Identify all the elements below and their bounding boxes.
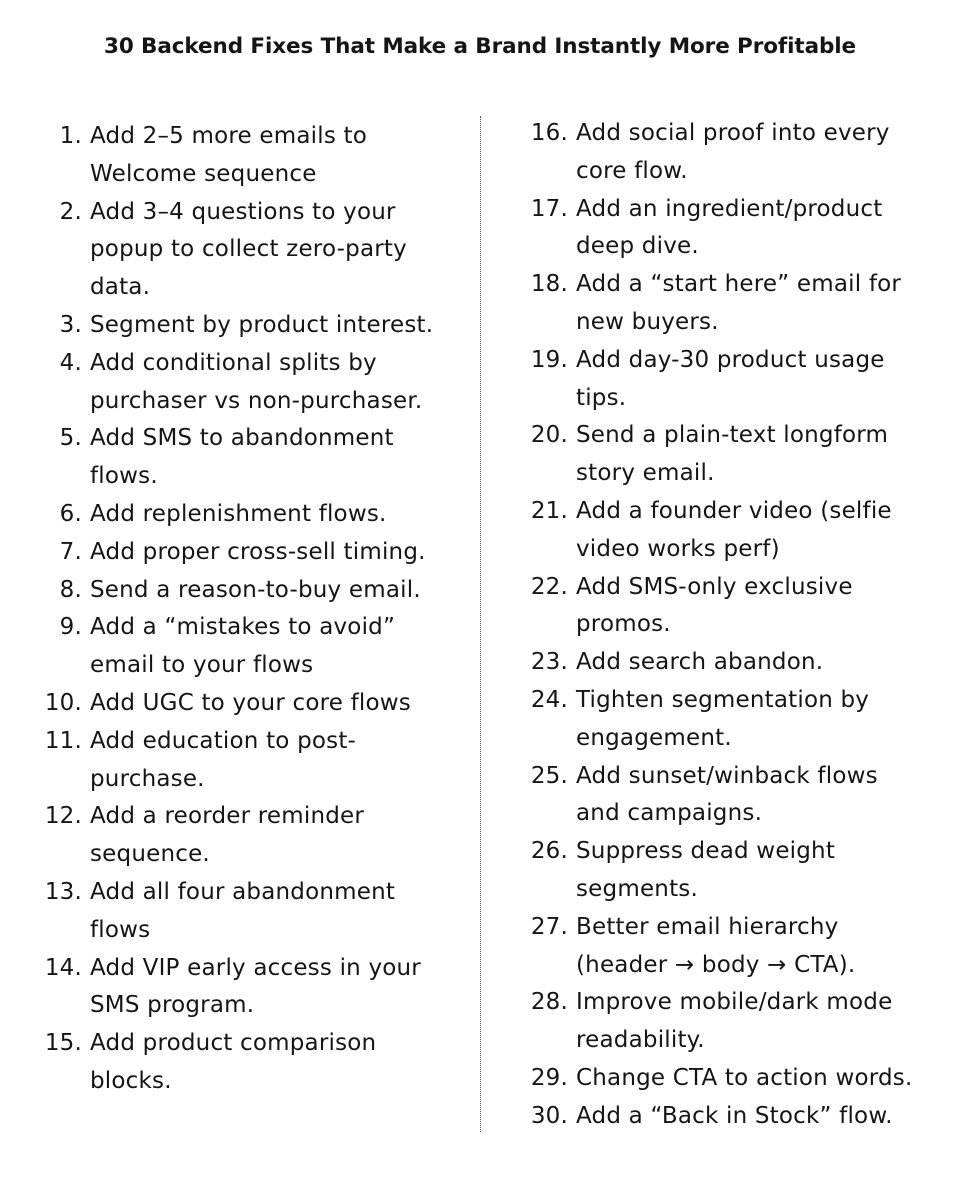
item-number: 20. [530,422,568,449]
list-item [0,1025,470,1101]
item-text: Improve mobile/dark mode readability. [576,989,893,1054]
list-item [488,909,960,985]
item-text: Segment by product interest. [90,311,434,338]
list-item [0,534,470,572]
item-text: Add day-30 product usage tips. [576,346,885,411]
fix-list-right [488,115,960,1136]
list-item [488,493,960,569]
list-item [488,417,960,493]
item-text: Add conditional splits by purchaser vs non-purchaser. [90,349,423,414]
item-number: 22. [530,573,568,600]
list-item [0,345,470,421]
item-number: 13. [44,878,82,905]
list-item [488,191,960,267]
item-number: 14. [44,954,82,981]
list-item [0,496,470,534]
item-text: Better email hierarchy (header → body → CTA). [576,913,856,978]
list-item [0,685,470,723]
list-item [488,644,960,682]
item-number: 16. [530,120,568,146]
item-text: Add replenishment flows. [90,500,387,527]
item-text: Add SMS to abandonment flows. [90,425,394,490]
item-text: Add education to post-purchase. [90,727,357,792]
item-text: Add VIP early access in your SMS program. [90,954,421,1019]
list-item [0,798,470,874]
item-text: Add search abandon. [576,649,824,676]
item-text: Add social proof into every core flow. [576,120,890,184]
list-item [0,118,470,194]
item-number: 19. [530,346,568,373]
item-number: 26. [530,838,568,865]
item-text: Add a founder video (selfie video works perf) [576,497,892,562]
list-item [0,420,470,496]
list-item [0,874,470,950]
item-text: Add 3–4 questions to your popup to collect zero-party data. [90,198,407,301]
item-text: Send a reason-to-buy email. [90,576,421,603]
item-text: Add sunset/winback flows and campaigns. [576,762,878,827]
item-number: 27. [530,913,568,940]
item-number: 4. [59,349,82,376]
item-text: Add proper cross-sell timing. [90,538,426,565]
item-number: 10. [44,689,82,716]
item-number: 17. [530,195,568,222]
list-item [0,572,470,610]
item-text: Add product comparison blocks. [90,1030,377,1094]
list-item [0,950,470,1026]
item-number: 5. [59,425,82,452]
list-item [488,1060,960,1098]
item-number: 6. [59,500,82,527]
list-item [488,758,960,834]
item-number: 8. [59,576,82,603]
item-text: Add a “Back in Stock” flow. [576,1102,893,1129]
fix-list-left [0,118,470,1101]
item-number: 2. [59,198,82,225]
item-number: 11. [44,727,82,754]
list-item [488,984,960,1060]
list-item [488,115,960,191]
item-text: Send a plain-text longform story email. [576,422,889,487]
item-number: 28. [530,989,568,1016]
item-number: 24. [530,686,568,713]
list-item [488,682,960,758]
item-number: 23. [530,649,568,676]
column-divider [480,116,481,1132]
item-text: Add a reorder reminder sequence. [90,803,365,868]
item-number: 7. [59,538,82,565]
item-text: Add an ingredient/product deep dive. [576,195,883,260]
item-number: 3. [59,311,82,338]
list-item [488,342,960,418]
item-text: Add 2–5 more emails to Welcome sequence [90,123,368,187]
item-text: Add a “mistakes to avoid” email to your flows [90,614,396,679]
item-number: 18. [530,271,568,298]
list-item [488,569,960,645]
item-text: Change CTA to action words. [576,1064,913,1091]
item-number: 30. [530,1102,568,1129]
item-text: Suppress dead weight segments. [576,838,836,902]
list-item [488,833,960,909]
list-item [488,266,960,342]
item-text: Add a “start here” email for new buyers. [576,271,902,335]
item-number: 21. [530,497,568,524]
item-number: 1. [59,123,82,149]
list-item [0,609,470,685]
item-number: 15. [44,1030,82,1057]
list-item [0,194,470,307]
list-item [0,723,470,799]
item-number: 29. [530,1064,568,1091]
list-item [488,1098,960,1136]
item-text: Add SMS-only exclusive promos. [576,573,853,638]
page-title: 30 Backend Fixes That Make a Brand Instantly More Profitable [103,34,857,59]
item-text: Add all four abandonment flows [90,878,396,943]
item-number: 25. [530,762,568,789]
item-number: 9. [59,614,82,641]
list-item [0,307,470,345]
item-text: Add UGC to your core flows [90,689,411,716]
item-text: Tighten segmentation by engagement. [576,686,870,751]
item-number: 12. [44,803,82,830]
